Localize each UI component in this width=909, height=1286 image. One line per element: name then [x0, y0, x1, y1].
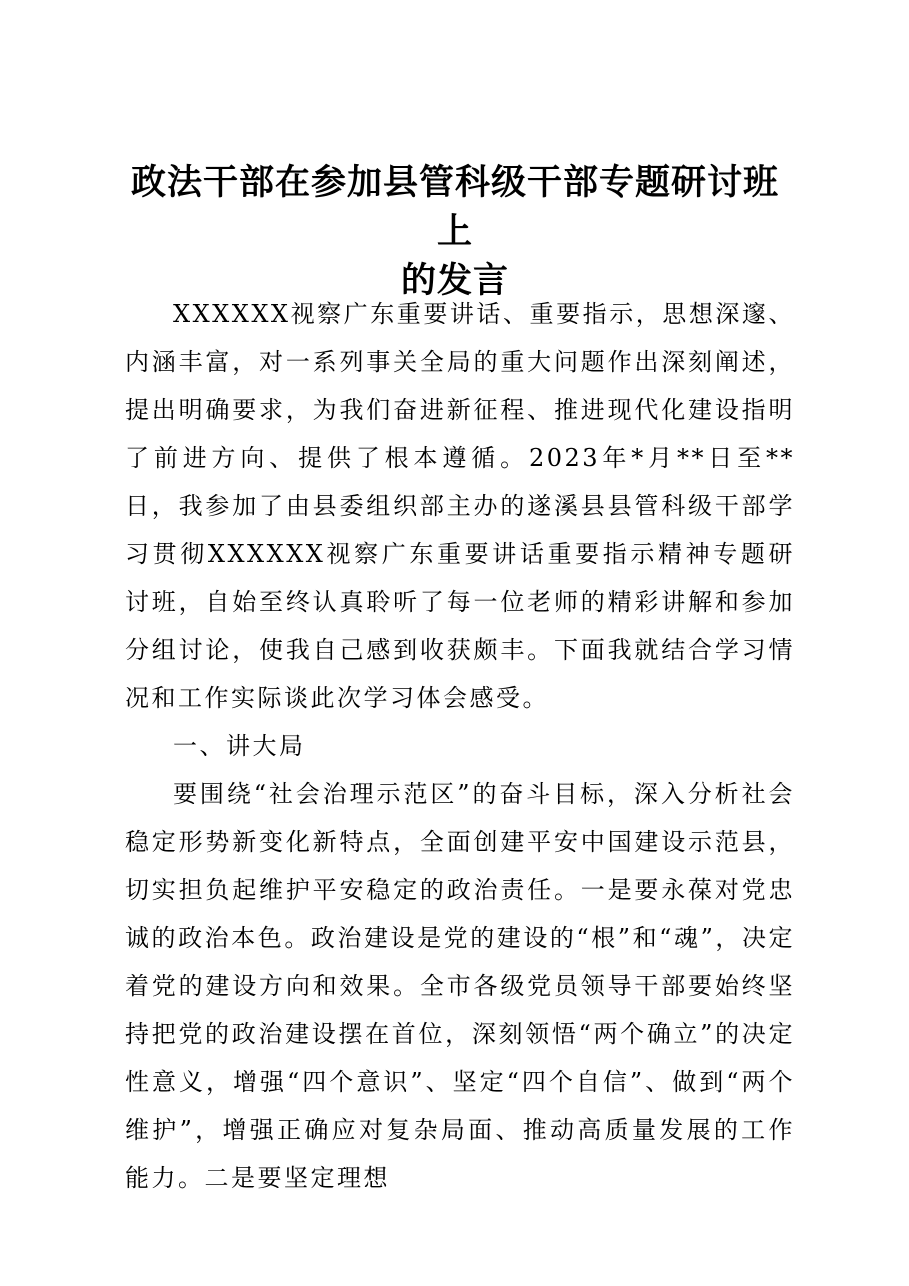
- title-line-2: 的发言: [400, 260, 509, 301]
- document-title: [120, 158, 790, 305]
- section-paragraph: 要围绕“社会治理示范区”的奋斗目标，深入分析社会稳定形势新变化新特点，全面创建平安中国建设示范县，切实担负起维护平安稳定的政治责任。一是要永葆对党忠诚的政治本色。政治建设是党的建设的“根”和“魂”，决定着党的建设方向和效果。全市各级党员领导干部要始终坚持把党的政治建设摆在首位，深刻领悟“两个确立”的决定性意义，增强“四个意识”、坚定“四个自信”、做到“两个维护”，增强正确应对复杂局面、推动高质量发展的工作能力。二是要坚定理想: [125, 780, 795, 1192]
- title-line-1: 政法干部在参加县管科级干部专题研讨班上: [130, 162, 779, 252]
- section-heading: 一、讲大局: [173, 732, 306, 760]
- document-body: [125, 290, 795, 1202]
- intro-paragraph: XXXXXX视察广东重要讲话、重要指示，思想深邃、内涵丰富，对一系列事关全局的重大问题作出深刻阐述，提出明确要求，为我们奋进新征程、推进现代化建设指明了前进方向、提供了根本遵循。2023年*月**日至**日，我参加了由县委组织部主办的遂溪县县管科级干部学习贯彻XXXXXX视察广东重要讲话重要指示精神专题研讨班，自始至终认真聆听了每一位老师的精彩讲解和参加分组讨论，使我自己感到收获颇丰。下面我就结合学习情况和工作实际谈此次学习体会感受。: [125, 300, 795, 712]
